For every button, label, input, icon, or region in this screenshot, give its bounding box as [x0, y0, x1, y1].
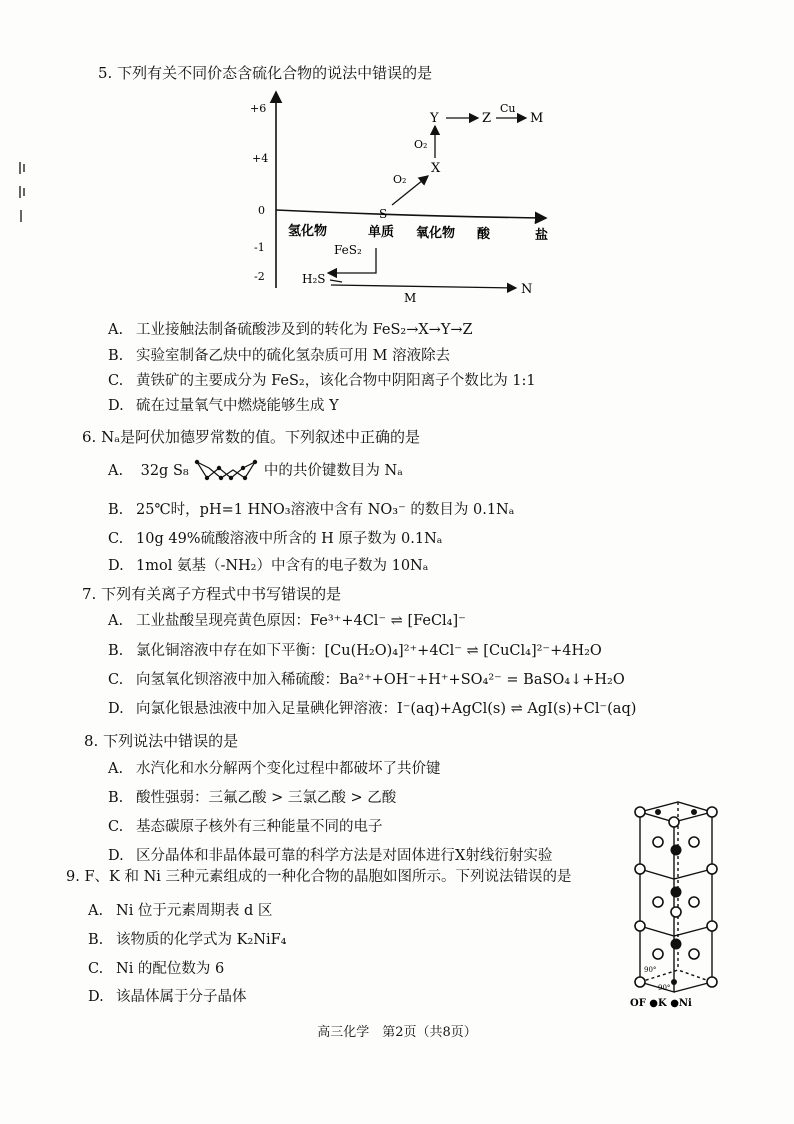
option-c[interactable]: C. 基态碳原子核外有三种能量不同的电子	[108, 819, 383, 835]
label-y: Y	[430, 111, 439, 126]
option-a[interactable]: A. Ni 位于元素周期表 d 区	[88, 903, 273, 919]
question-6-stem	[82, 427, 420, 447]
label-x: X	[431, 161, 441, 176]
option-c[interactable]: C. 10g 49%硫酸溶液中所含的 H 原子数为 0.1Nₐ	[108, 531, 443, 547]
page-footer: 高三化学 第2页（共8页）	[317, 1025, 477, 1040]
option-a[interactable]: A. 工业盐酸呈现亮黄色原因：Fe³⁺+4Cl⁻ ⇌ [FeCl₄]⁻	[108, 613, 466, 629]
question-number: 9.	[66, 869, 80, 885]
question-text: F、K 和 Ni 三种元素组成的一种化合物的晶胞如图所示。下列说法错误的是	[84, 869, 572, 885]
option-d[interactable]: D. 硫在过量氧气中燃烧能够生成 Y	[108, 398, 339, 414]
label-m: M	[404, 291, 417, 305]
label-o2: O₂	[393, 173, 407, 186]
x-axis	[276, 210, 546, 218]
option-b[interactable]: B. 氯化铜溶液中存在如下平衡：[Cu(H₂O)₄]²⁺+4Cl⁻ ⇌ [CuCl₄]²⁻+4H₂O	[108, 643, 602, 659]
y-tick: -2	[254, 270, 265, 283]
crystal-cell-figure	[628, 794, 724, 1010]
option-b[interactable]: B. 该物质的化学式为 K₂NiF₄	[88, 932, 287, 948]
label-cu: Cu	[500, 102, 516, 115]
label-o2: O₂	[414, 138, 428, 151]
option-d[interactable]: D. 该晶体属于分子晶体	[88, 989, 247, 1005]
y-tick: +4	[252, 152, 269, 165]
question-number: 8.	[84, 732, 99, 750]
option-d[interactable]: D. 1mol 氨基（-NH₂）中含有的电子数为 10Nₐ	[108, 558, 429, 574]
s8-ring-icon	[193, 458, 259, 484]
label-m: M	[530, 111, 544, 126]
question-number: 6.	[82, 428, 97, 446]
question-text: 下列有关离子方程式中书写错误的是	[101, 585, 342, 603]
x-category: 盐	[535, 228, 549, 243]
x-category: 酸	[477, 227, 491, 242]
option-d[interactable]: D. 区分晶体和非晶体最可靠的科学方法是对固体进行X射线衍射实验	[108, 848, 553, 864]
option-c[interactable]: C. Ni 的配位数为 6	[88, 961, 225, 977]
option-c[interactable]: C. 黄铁矿的主要成分为 FeS₂，该化合物中阴阳离子个数比为 1:1	[108, 373, 536, 389]
option-a[interactable]: A. 工业接触法制备硫酸涉及到的转化为 FeS₂→X→Y→Z	[108, 322, 473, 338]
y-tick: +6	[250, 102, 267, 115]
x-category: 单质	[368, 225, 395, 240]
label-n: N	[521, 282, 533, 297]
x-category: 氢化物	[288, 224, 328, 239]
crystal-legend: OF ●K ●Ni	[630, 998, 692, 1009]
option-b[interactable]: B. 酸性强弱：三氟乙酸 > 三氯乙酸 > 乙酸	[108, 790, 397, 806]
angle-label: 90°	[644, 966, 657, 974]
option-b[interactable]: B. 25℃时，pH=1 HNO₃溶液中含有 NO₃⁻ 的数目为 0.1Nₐ	[108, 502, 515, 518]
question-text: 下列说法中错误的是	[103, 732, 239, 750]
label-s: S	[379, 207, 388, 221]
option-c[interactable]: C. 向氢氧化钡溶液中加入稀硫酸：Ba²⁺+OH⁻+H⁺+SO₄²⁻ = BaSO₄↓+H₂O	[108, 672, 625, 688]
question-text: Nₐ是阿伏加德罗常数的值。下列叙述中正确的是	[101, 428, 421, 446]
question-number: 5.	[98, 64, 113, 82]
question-7-stem	[82, 584, 341, 604]
option-a[interactable]: A. 水汽化和水分解两个变化过程中都破坏了共价键	[108, 761, 441, 777]
margin-binding-marks	[16, 158, 28, 228]
label-h2s: H₂S	[302, 272, 326, 286]
sulfur-valence-diagram	[246, 88, 566, 308]
label-fes2: FeS₂	[334, 243, 362, 257]
question-text: 下列有关不同价态含硫化合物的说法中错误的是	[117, 64, 433, 82]
y-tick: 0	[258, 204, 265, 217]
question-9-stem	[66, 867, 572, 887]
question-8-stem	[84, 731, 238, 751]
angle-label: 90°	[658, 984, 671, 992]
question-number: 7.	[82, 585, 97, 603]
question-5-stem	[98, 63, 432, 83]
option-b[interactable]: B. 实验室制备乙炔中的硫化氢杂质可用 M 溶液除去	[108, 348, 451, 364]
x-category: 氧化物	[416, 226, 456, 241]
y-tick: -1	[254, 241, 265, 254]
option-a[interactable]: A. 32g S₈ 中的共价键数目为 Nₐ	[108, 458, 403, 484]
option-d[interactable]: D. 向氯化银悬浊液中加入足量碘化钾溶液：I⁻(aq)+AgCl(s) ⇌ AgI(s)+Cl⁻(aq)	[108, 701, 637, 717]
label-z: Z	[482, 111, 492, 126]
